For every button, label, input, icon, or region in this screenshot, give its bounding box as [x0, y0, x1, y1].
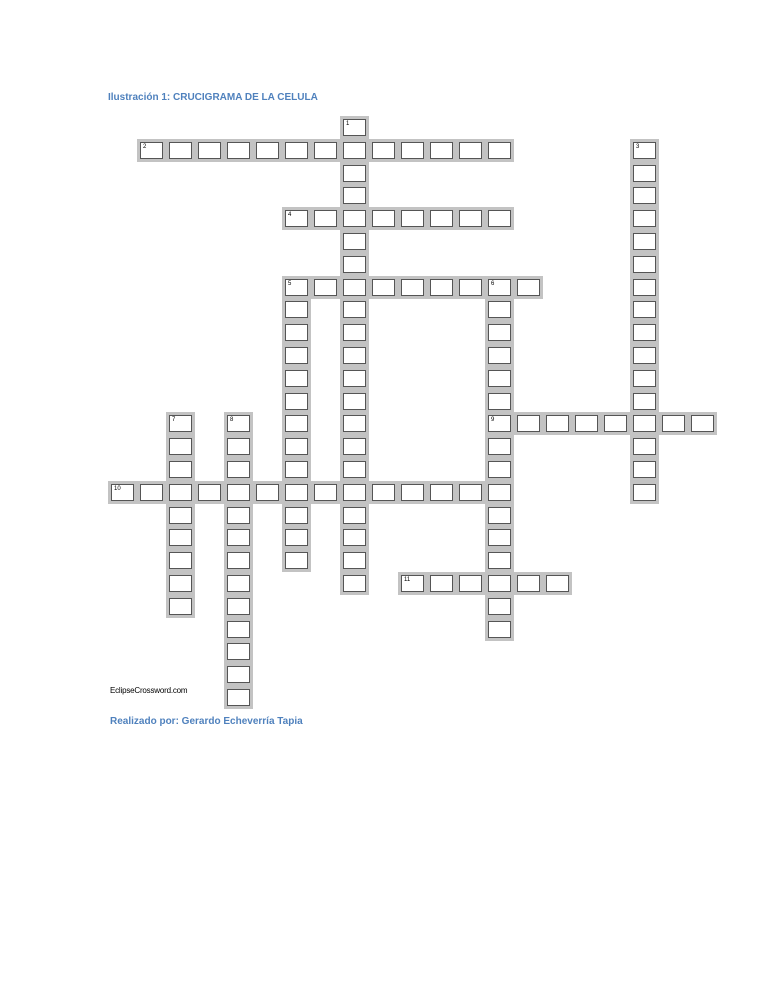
crossword-cell[interactable]	[601, 412, 630, 435]
cell-box	[169, 415, 192, 432]
cell-box	[430, 142, 453, 159]
crossword-cell[interactable]	[224, 435, 253, 458]
crossword-cell[interactable]	[369, 139, 398, 162]
cell-box	[401, 142, 424, 159]
crossword-cell[interactable]	[282, 549, 311, 572]
cell-box	[488, 438, 511, 455]
crossword-cell[interactable]	[340, 253, 369, 276]
crossword-cell[interactable]	[340, 276, 369, 299]
cell-box	[256, 142, 279, 159]
crossword-cell[interactable]	[630, 207, 659, 230]
cell-box	[343, 233, 366, 250]
cell-box	[343, 370, 366, 387]
cell-box	[169, 142, 192, 159]
cell-box	[343, 393, 366, 410]
crossword-cell[interactable]	[630, 481, 659, 504]
cell-box	[198, 142, 221, 159]
crossword-cell[interactable]	[456, 572, 485, 595]
crossword-cell[interactable]	[166, 481, 195, 504]
figure-caption: Ilustración 1: CRUCIGRAMA DE LA CELULA	[108, 92, 318, 103]
crossword-cell[interactable]	[340, 390, 369, 413]
crossword-cell[interactable]	[340, 504, 369, 527]
crossword-cell[interactable]	[282, 207, 311, 230]
cell-box	[633, 415, 656, 432]
crossword-cell[interactable]	[485, 139, 514, 162]
cell-box	[140, 142, 163, 159]
cell-box	[488, 324, 511, 341]
crossword-cell[interactable]	[224, 504, 253, 527]
crossword-cell[interactable]	[166, 572, 195, 595]
crossword-cell[interactable]	[166, 412, 195, 435]
crossword-cell[interactable]	[398, 481, 427, 504]
crossword-cell[interactable]	[630, 139, 659, 162]
crossword-cell[interactable]	[340, 116, 369, 139]
crossword-cell[interactable]	[340, 298, 369, 321]
cell-box	[227, 142, 250, 159]
crossword-cell[interactable]	[485, 526, 514, 549]
crossword-cell[interactable]	[311, 139, 340, 162]
cell-box	[343, 552, 366, 569]
clue-number: 8	[230, 417, 234, 424]
crossword-cell[interactable]	[485, 298, 514, 321]
cell-box	[372, 142, 395, 159]
cell-box	[285, 324, 308, 341]
cell-box	[459, 575, 482, 592]
cell-box	[227, 552, 250, 569]
cell-box	[285, 301, 308, 318]
cell-box	[488, 210, 511, 227]
cell-box	[343, 461, 366, 478]
crossword-cell[interactable]	[630, 344, 659, 367]
crossword-cell[interactable]	[340, 367, 369, 390]
cell-box	[488, 347, 511, 364]
cell-box	[372, 484, 395, 501]
cell-box	[633, 301, 656, 318]
cell-box	[314, 142, 337, 159]
cell-box	[488, 575, 511, 592]
clue-number: 3	[636, 143, 640, 150]
clue-number: 6	[491, 280, 495, 287]
cell-box	[256, 484, 279, 501]
crossword-cell[interactable]	[485, 504, 514, 527]
crossword-cell[interactable]	[282, 321, 311, 344]
crossword-cell[interactable]	[572, 412, 601, 435]
clue-number: 10	[114, 485, 121, 492]
cell-box	[633, 210, 656, 227]
crossword-cell[interactable]	[166, 526, 195, 549]
cell-box	[633, 484, 656, 501]
crossword-cell[interactable]	[340, 162, 369, 185]
crossword-cell[interactable]	[282, 458, 311, 481]
cell-box	[343, 187, 366, 204]
crossword-cell[interactable]	[340, 435, 369, 458]
cell-box	[198, 484, 221, 501]
cell-box	[401, 210, 424, 227]
crossword-cell[interactable]	[630, 253, 659, 276]
crossword-cell[interactable]	[427, 572, 456, 595]
crossword-cell[interactable]	[485, 595, 514, 618]
cell-box	[488, 484, 511, 501]
crossword-cell[interactable]	[224, 458, 253, 481]
cell-box	[343, 529, 366, 546]
cell-box	[488, 621, 511, 638]
crossword-cell[interactable]	[166, 435, 195, 458]
crossword-cell[interactable]	[282, 412, 311, 435]
crossword-cell[interactable]	[456, 481, 485, 504]
cell-box	[343, 165, 366, 182]
cell-box	[169, 438, 192, 455]
cell-box	[227, 598, 250, 615]
cell-box	[633, 233, 656, 250]
cell-box	[372, 279, 395, 296]
eclipse-credit: EclipseCrossword.com	[110, 686, 188, 695]
crossword-cell[interactable]	[166, 549, 195, 572]
cell-box	[633, 165, 656, 182]
cell-box	[430, 484, 453, 501]
cell-box	[633, 279, 656, 296]
cell-box	[459, 279, 482, 296]
crossword-cell[interactable]	[456, 139, 485, 162]
crossword-cell[interactable]	[311, 276, 340, 299]
cell-box	[343, 279, 366, 296]
cell-box	[285, 438, 308, 455]
cell-box	[227, 529, 250, 546]
cell-box	[372, 210, 395, 227]
cell-box	[459, 210, 482, 227]
cell-box	[517, 575, 540, 592]
cell-box	[633, 347, 656, 364]
crossword-cell[interactable]	[340, 321, 369, 344]
cell-box	[227, 461, 250, 478]
crossword-cell[interactable]	[166, 458, 195, 481]
crossword-cell[interactable]	[166, 504, 195, 527]
cell-box	[430, 279, 453, 296]
cell-box	[488, 370, 511, 387]
crossword-cell[interactable]	[485, 321, 514, 344]
cell-box	[488, 279, 511, 296]
cell-box	[517, 415, 540, 432]
crossword-cell[interactable]	[282, 481, 311, 504]
crossword-cell[interactable]	[659, 412, 688, 435]
cell-box	[633, 142, 656, 159]
crossword-cell[interactable]	[311, 207, 340, 230]
cell-box	[343, 324, 366, 341]
crossword-cell[interactable]	[485, 344, 514, 367]
cell-box	[227, 438, 250, 455]
crossword-cell[interactable]	[340, 230, 369, 253]
crossword-cell[interactable]	[369, 481, 398, 504]
clue-number: 1	[346, 121, 350, 127]
crossword-cell[interactable]	[166, 595, 195, 618]
cell-box	[546, 575, 569, 592]
crossword-cell[interactable]	[630, 162, 659, 185]
cell-box	[169, 575, 192, 592]
crossword-cell[interactable]	[282, 526, 311, 549]
cell-box	[227, 507, 250, 524]
crossword-cell[interactable]	[224, 526, 253, 549]
cell-box	[430, 210, 453, 227]
crossword-cell[interactable]	[630, 184, 659, 207]
crossword-cell[interactable]	[543, 572, 572, 595]
crossword-cell[interactable]	[166, 139, 195, 162]
crossword-cell[interactable]	[398, 572, 427, 595]
crossword-cell[interactable]	[630, 230, 659, 253]
crossword-cell[interactable]	[543, 412, 572, 435]
crossword-cell[interactable]	[427, 276, 456, 299]
cell-box	[314, 210, 337, 227]
cell-box	[285, 529, 308, 546]
crossword-cell[interactable]	[485, 572, 514, 595]
crossword-cell[interactable]	[369, 276, 398, 299]
cell-box	[285, 484, 308, 501]
cell-box	[285, 507, 308, 524]
crossword-cell[interactable]	[282, 504, 311, 527]
cell-box	[633, 187, 656, 204]
cell-box	[459, 484, 482, 501]
crossword-cell[interactable]	[340, 481, 369, 504]
cell-box	[430, 575, 453, 592]
clue-number: 9	[491, 417, 495, 424]
cell-box	[633, 324, 656, 341]
cell-box	[285, 142, 308, 159]
crossword-cell[interactable]	[456, 207, 485, 230]
crossword-cell[interactable]	[398, 139, 427, 162]
crossword-cell[interactable]	[253, 139, 282, 162]
cell-box	[314, 279, 337, 296]
cell-box	[343, 142, 366, 159]
crossword-cell[interactable]	[340, 184, 369, 207]
crossword-cell[interactable]	[253, 481, 282, 504]
crossword-cell[interactable]	[630, 367, 659, 390]
cell-box	[488, 142, 511, 159]
cell-box	[343, 415, 366, 432]
crossword-cell[interactable]	[340, 526, 369, 549]
cell-box	[285, 210, 308, 227]
crossword-cell[interactable]	[340, 458, 369, 481]
cell-box	[285, 279, 308, 296]
crossword-cell[interactable]	[224, 412, 253, 435]
cell-box	[169, 461, 192, 478]
crossword-cell[interactable]	[224, 618, 253, 641]
cell-box	[488, 529, 511, 546]
cell-box	[343, 484, 366, 501]
cell-box	[343, 210, 366, 227]
crossword-cell[interactable]	[630, 276, 659, 299]
crossword-cell[interactable]	[282, 298, 311, 321]
cell-box	[488, 415, 511, 432]
cell-box	[633, 256, 656, 273]
crossword-cell[interactable]	[427, 139, 456, 162]
crossword-cell[interactable]	[369, 207, 398, 230]
crossword-cell[interactable]	[630, 321, 659, 344]
crossword-cell[interactable]	[311, 481, 340, 504]
cell-box	[314, 484, 337, 501]
clue-number: 7	[172, 417, 176, 424]
crossword-cell[interactable]	[195, 481, 224, 504]
crossword-cell[interactable]	[630, 412, 659, 435]
cell-box	[401, 484, 424, 501]
cell-box	[227, 643, 250, 660]
cell-box	[488, 393, 511, 410]
cell-box	[517, 279, 540, 296]
cell-box	[633, 370, 656, 387]
cell-box	[662, 415, 685, 432]
crossword-cell[interactable]	[427, 207, 456, 230]
cell-box	[343, 301, 366, 318]
cell-box	[343, 256, 366, 273]
cell-box	[227, 621, 250, 638]
cell-box	[575, 415, 598, 432]
crossword-cell[interactable]	[514, 412, 543, 435]
clue-number: 4	[288, 212, 292, 219]
crossword-cell[interactable]	[137, 139, 166, 162]
crossword-cell[interactable]	[282, 390, 311, 413]
crossword-cell[interactable]	[282, 367, 311, 390]
cell-box	[285, 552, 308, 569]
cell-box	[140, 484, 163, 501]
cell-box	[546, 415, 569, 432]
cell-box	[169, 484, 192, 501]
cell-box	[111, 484, 134, 501]
cell-box	[488, 461, 511, 478]
crossword-cell[interactable]	[427, 481, 456, 504]
author-line: Realizado por: Gerardo Echeverría Tapia	[110, 716, 303, 727]
crossword-cell[interactable]	[398, 276, 427, 299]
cell-box	[343, 507, 366, 524]
crossword-cell[interactable]	[485, 458, 514, 481]
crossword-cell[interactable]	[224, 663, 253, 686]
cell-box	[488, 552, 511, 569]
cell-box	[401, 575, 424, 592]
crossword-cell[interactable]	[485, 367, 514, 390]
crossword-cell[interactable]	[108, 481, 137, 504]
cell-box	[343, 119, 366, 136]
crossword-cell[interactable]	[224, 640, 253, 663]
crossword-cell[interactable]	[224, 549, 253, 572]
cell-box	[633, 393, 656, 410]
crossword-cell[interactable]	[630, 298, 659, 321]
crossword-cell[interactable]	[224, 686, 253, 709]
crossword-cell[interactable]	[514, 276, 543, 299]
crossword-cell[interactable]	[485, 412, 514, 435]
clue-number: 11	[404, 577, 411, 583]
crossword-cell[interactable]	[282, 276, 311, 299]
cell-box	[227, 484, 250, 501]
crossword-cell[interactable]	[485, 549, 514, 572]
cell-box	[285, 393, 308, 410]
cell-box	[169, 529, 192, 546]
cell-box	[401, 279, 424, 296]
crossword-cell[interactable]	[340, 572, 369, 595]
cell-box	[488, 598, 511, 615]
cell-box	[285, 370, 308, 387]
crossword-cell[interactable]	[282, 139, 311, 162]
crossword-cell[interactable]	[485, 390, 514, 413]
cell-box	[169, 598, 192, 615]
cell-box	[343, 575, 366, 592]
cell-box	[227, 415, 250, 432]
crossword-cell[interactable]	[340, 207, 369, 230]
cell-box	[633, 438, 656, 455]
crossword-cell[interactable]	[340, 344, 369, 367]
crossword-cell[interactable]	[224, 595, 253, 618]
cell-box	[488, 507, 511, 524]
cell-box	[488, 301, 511, 318]
cell-box	[633, 461, 656, 478]
crossword-cell[interactable]	[456, 276, 485, 299]
clue-number: 2	[143, 143, 147, 150]
cell-box	[343, 347, 366, 364]
cell-box	[227, 689, 250, 706]
crossword-cell[interactable]	[630, 458, 659, 481]
crossword-cell[interactable]	[224, 481, 253, 504]
cell-box	[691, 415, 714, 432]
crossword-cell[interactable]	[485, 207, 514, 230]
crossword-cell[interactable]	[137, 481, 166, 504]
clue-number: 5	[288, 280, 292, 287]
crossword-cell[interactable]	[224, 139, 253, 162]
cell-box	[285, 461, 308, 478]
crossword-cell[interactable]	[485, 276, 514, 299]
crossword-cell[interactable]	[514, 572, 543, 595]
cell-box	[227, 666, 250, 683]
cell-box	[285, 347, 308, 364]
crossword-cell[interactable]	[340, 139, 369, 162]
crossword-cell[interactable]	[224, 572, 253, 595]
crossword-cell[interactable]	[340, 549, 369, 572]
cell-box	[169, 507, 192, 524]
cell-box	[604, 415, 627, 432]
crossword-cell[interactable]	[630, 390, 659, 413]
cell-box	[343, 438, 366, 455]
crossword-cell[interactable]	[282, 435, 311, 458]
crossword-cell[interactable]	[485, 435, 514, 458]
cell-box	[169, 552, 192, 569]
crossword-cell[interactable]	[630, 435, 659, 458]
crossword-cell[interactable]	[282, 344, 311, 367]
crossword-cell[interactable]	[195, 139, 224, 162]
cell-box	[227, 575, 250, 592]
crossword-cell[interactable]	[340, 412, 369, 435]
cell-box	[285, 415, 308, 432]
crossword-cell[interactable]	[485, 481, 514, 504]
cell-box	[459, 142, 482, 159]
crossword-cell[interactable]	[688, 412, 717, 435]
crossword-cell[interactable]	[398, 207, 427, 230]
crossword-cell[interactable]	[485, 618, 514, 641]
